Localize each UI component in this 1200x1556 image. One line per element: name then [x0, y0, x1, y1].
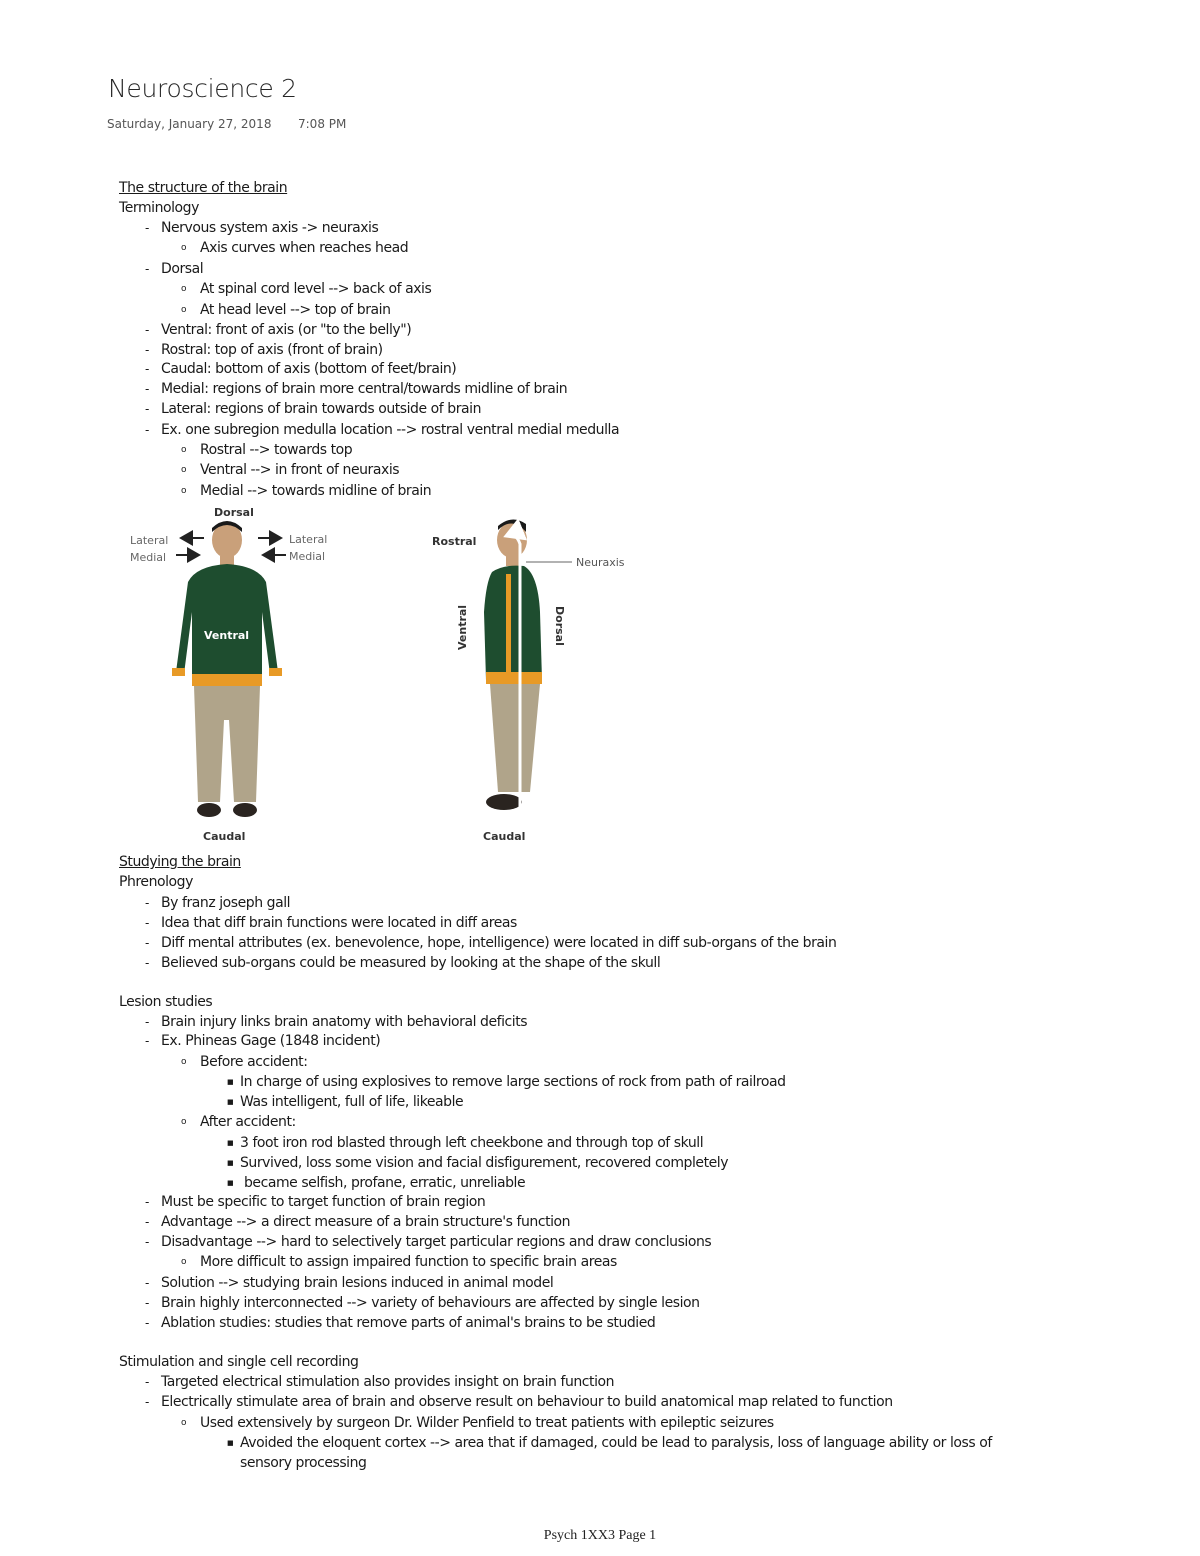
label-medial-right: Medial — [289, 550, 326, 563]
circle-bullet: o — [181, 305, 187, 315]
list-item: Brain highly interconnected --> variety of behaviours are affected by single lesion — [161, 1295, 700, 1311]
list-item: Nervous system axis -> neuraxis — [161, 220, 379, 236]
list-item: Caudal: bottom of axis (bottom of feet/brain) — [161, 361, 457, 377]
list-item: Was intelligent, full of life, likeable — [240, 1094, 464, 1110]
list-item: Diff mental attributes (ex. benevolence, hope, intelligence) were located in diff sub-organs of the brain — [161, 935, 837, 951]
side-view-person — [484, 519, 542, 810]
subheading: Stimulation and single cell recording — [119, 1354, 359, 1370]
list-item: Brain injury links brain anatomy with behavioral deficits — [161, 1014, 528, 1030]
label-medial-left: Medial — [130, 551, 167, 564]
label-caudal: Caudal — [203, 830, 246, 843]
dash-bullet: - — [145, 1296, 150, 1310]
list-item: Disadvantage --> hard to selectively target particular regions and draw conclusions — [161, 1234, 712, 1250]
list-item: Ex. one subregion medulla location --> rostral ventral medial medulla — [161, 422, 620, 438]
label-ventral-side: Ventral — [456, 604, 469, 650]
list-item: became selfish, profane, erratic, unreliable — [240, 1175, 526, 1191]
list-item: Axis curves when reaches head — [200, 240, 409, 256]
list-item: Electrically stimulate area of brain and observe result on behaviour to build anatomical map related to function — [161, 1394, 893, 1410]
dash-bullet: - — [145, 1235, 150, 1249]
list-item: At head level --> top of brain — [200, 302, 391, 318]
list-item: Avoided the eloquent cortex --> area that if damaged, could be lead to paralysis, loss of language ability or loss of — [240, 1435, 992, 1451]
circle-bullet: o — [181, 1418, 187, 1428]
square-bullet: ■ — [227, 1078, 234, 1086]
dash-bullet: - — [145, 343, 150, 357]
dash-bullet: - — [145, 1316, 150, 1330]
dash-bullet: - — [145, 956, 150, 970]
list-item: Rostral: top of axis (front of brain) — [161, 342, 383, 358]
list-item: Ablation studies: studies that remove parts of animal's brains to be studied — [161, 1315, 656, 1331]
list-item: Medial: regions of brain more central/towards midline of brain — [161, 381, 568, 397]
list-item: Ex. Phineas Gage (1848 incident) — [161, 1033, 381, 1049]
label-lateral-right: Lateral — [289, 533, 328, 546]
list-item: Believed sub-organs could be measured by looking at the shape of the skull — [161, 955, 661, 971]
circle-bullet: o — [181, 284, 187, 294]
circle-bullet: o — [181, 243, 187, 253]
list-item: At spinal cord level --> back of axis — [200, 281, 432, 297]
list-item: Must be specific to target function of brain region — [161, 1194, 486, 1210]
dash-bullet: - — [145, 1034, 150, 1048]
dash-bullet: - — [145, 936, 150, 950]
list-item: Advantage --> a direct measure of a brain structure's function — [161, 1214, 571, 1230]
circle-bullet: o — [181, 1057, 187, 1067]
list-item: Before accident: — [200, 1054, 308, 1070]
label-dorsal: Dorsal — [214, 506, 254, 519]
dash-bullet: - — [145, 423, 150, 437]
section-heading: The structure of the brain — [119, 180, 288, 196]
subheading: Lesion studies — [119, 994, 213, 1010]
subheading: Phrenology — [119, 874, 193, 890]
front-view-person — [172, 521, 282, 817]
dash-bullet: - — [145, 916, 150, 930]
note-date: Saturday, January 27, 2018 — [107, 117, 272, 131]
label-caudal-side: Caudal — [483, 830, 526, 843]
dash-bullet: - — [145, 402, 150, 416]
dash-bullet: - — [145, 1276, 150, 1290]
dash-bullet: - — [145, 1015, 150, 1029]
dash-bullet: - — [145, 1215, 150, 1229]
list-item: Medial --> towards midline of brain — [200, 483, 432, 499]
dash-bullet: - — [145, 1375, 150, 1389]
page-title: Neuroscience 2 — [108, 74, 297, 103]
dash-bullet: - — [145, 221, 150, 235]
list-item: In charge of using explosives to remove large sections of rock from path of railroad — [240, 1074, 786, 1090]
dash-bullet: - — [145, 1195, 150, 1209]
list-item: By franz joseph gall — [161, 895, 291, 911]
square-bullet: ■ — [227, 1179, 234, 1187]
list-item: After accident: — [200, 1114, 296, 1130]
list-item: Rostral --> towards top — [200, 442, 353, 458]
list-item: Solution --> studying brain lesions induced in animal model — [161, 1275, 554, 1291]
note-time: 7:08 PM — [298, 117, 347, 131]
page-footer: Psych 1XX3 Page 1 — [543, 1528, 657, 1543]
list-item: Lateral: regions of brain towards outside of brain — [161, 401, 481, 417]
list-item: 3 foot iron rod blasted through left cheekbone and through top of skull — [240, 1135, 704, 1151]
dash-bullet: - — [145, 323, 150, 337]
anatomical-directions-figure — [126, 502, 636, 850]
square-bullet: ■ — [227, 1159, 234, 1167]
list-item: Ventral --> in front of neuraxis — [200, 462, 400, 478]
label-rostral: Rostral — [432, 535, 477, 548]
list-item: Targeted electrical stimulation also provides insight on brain function — [161, 1374, 615, 1390]
list-item: Used extensively by surgeon Dr. Wilder Penfield to treat patients with epileptic seizures — [200, 1415, 774, 1431]
square-bullet: ■ — [227, 1439, 234, 1447]
square-bullet: ■ — [227, 1139, 234, 1147]
square-bullet: ■ — [227, 1098, 234, 1106]
list-item: More difficult to assign impaired function to specific brain areas — [200, 1254, 617, 1270]
subheading: Terminology — [119, 200, 199, 216]
circle-bullet: o — [181, 486, 187, 496]
dash-bullet: - — [145, 896, 150, 910]
label-neuraxis: Neuraxis — [576, 556, 625, 569]
label-lateral-left: Lateral — [130, 534, 169, 547]
list-item: Idea that diff brain functions were located in diff areas — [161, 915, 517, 931]
circle-bullet: o — [181, 445, 187, 455]
list-item: Survived, loss some vision and facial disfigurement, recovered completely — [240, 1155, 729, 1171]
list-item-continuation: sensory processing — [240, 1455, 367, 1471]
list-item: Ventral: front of axis (or "to the belly") — [161, 322, 412, 338]
circle-bullet: o — [181, 465, 187, 475]
dash-bullet: - — [145, 362, 150, 376]
label-ventral: Ventral — [204, 629, 250, 642]
section-heading: Studying the brain — [119, 854, 241, 870]
circle-bullet: o — [181, 1257, 187, 1267]
dash-bullet: - — [145, 1395, 150, 1409]
dash-bullet: - — [145, 262, 150, 276]
dash-bullet: - — [145, 382, 150, 396]
label-dorsal-side: Dorsal — [553, 606, 566, 646]
circle-bullet: o — [181, 1117, 187, 1127]
list-item: Dorsal — [161, 261, 204, 277]
